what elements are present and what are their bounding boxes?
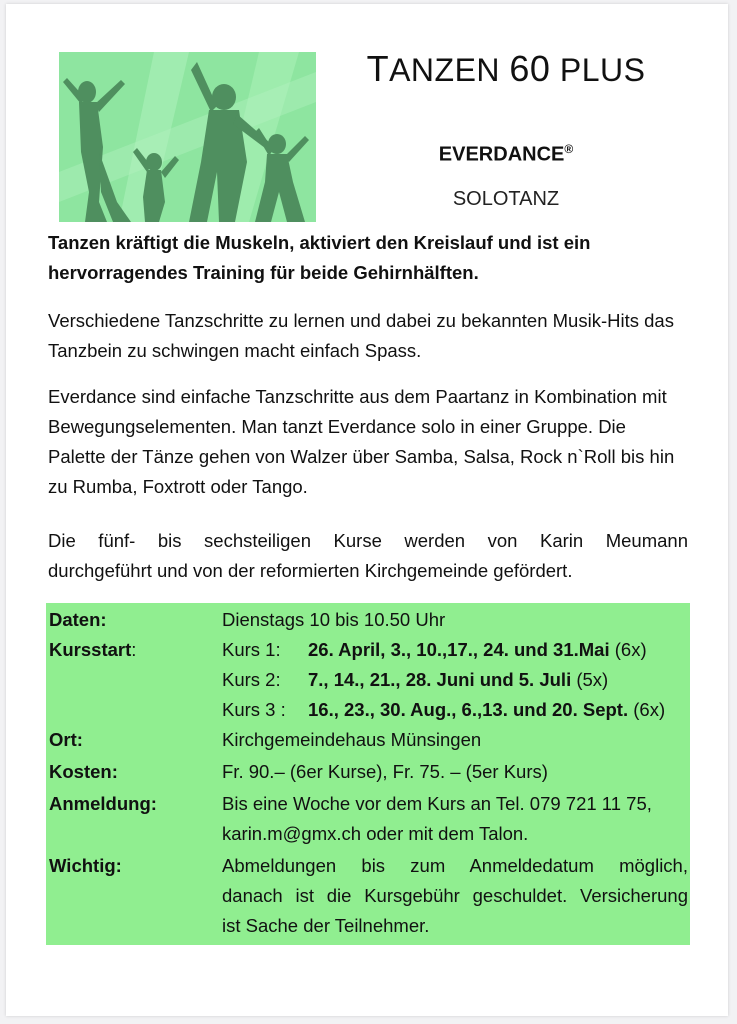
kurs-1 — [222, 635, 688, 665]
kursstart-label-text: Kursstart — [49, 639, 132, 660]
anmeldung-line-2: karin.m@gmx.ch oder mit dem Talon. — [222, 823, 529, 844]
intro-paragraph-3: Everdance sind einfache Tanzschritte aus dem Paartanz in Kombination mit Bewegungselementen. Man tanzt Everdance solo in einer Gruppe. Die Palette der Tänze gehen von Walzer über Samba, Salsa, Rock n`Roll bis hin zu Rumba, Foxtrott oder Tango. — [48, 386, 675, 497]
page-title — [366, 48, 646, 90]
wichtig-line-3: ist Sache der Teilnehmer. — [222, 915, 430, 936]
registered-mark: ® — [564, 142, 574, 156]
course-info-box — [46, 603, 690, 945]
kosten-value: Fr. 90.– (6er Kurse), Fr. 75. – (5er Kurs) — [222, 761, 548, 782]
intro-bold-paragraph: Tanzen kräftigt die Muskeln, aktiviert den Kreislauf und ist ein hervorragendes Training für beide Gehirnhälften. — [48, 232, 591, 283]
kurs-3-dates: 16., 23., 30. Aug., 6.,13. und 20. Sept. — [308, 699, 629, 720]
kurs-2-name: Kurs 2: — [222, 669, 281, 690]
kurs-1-count: (6x) — [614, 639, 647, 660]
kosten-label: Kosten: — [49, 761, 118, 782]
brand-text: EVERDANCE — [438, 143, 565, 166]
anmeldung-line-1: Bis eine Woche vor dem Kurs an Tel. 079 721 11 75, — [222, 793, 652, 814]
title-initial: T — [366, 48, 390, 89]
kurs-3 — [222, 695, 688, 725]
kurs-3-count: (6x) — [633, 699, 666, 720]
intro-paragraph-4 — [48, 526, 688, 586]
wichtig-label: Wichtig: — [49, 855, 122, 876]
kurs-2-dates: 7., 14., 21., 28. Juni und 5. Juli — [308, 669, 572, 690]
brand-name — [386, 142, 626, 167]
title-number: 60 — [509, 48, 551, 89]
kurs-1-dates: 26. April, 3., 10.,17., 24. und 31.Mai — [308, 639, 610, 660]
kursstart-label — [49, 635, 136, 665]
daten-value: Dienstags 10 bis 10.50 Uhr — [222, 609, 446, 630]
intro-paragraph-2: Verschiedene Tanzschritte zu lernen und dabei zu bekannten Musik-Hits das Tanzbein zu schwingen macht einfach Spass. — [48, 310, 674, 361]
wichtig-line-1: Abmeldungen bis zum Anmeldedatum möglich, — [222, 855, 688, 876]
dancing-silhouettes-icon — [59, 52, 316, 222]
kurs-1-name: Kurs 1: — [222, 639, 281, 660]
title-rest: ANZEN — [389, 52, 501, 88]
kurs-3-name: Kurs 3 : — [222, 699, 286, 720]
ort-label: Ort: — [49, 729, 83, 750]
title-plus: PLUS — [559, 52, 646, 88]
kurs-2 — [222, 665, 688, 695]
anmeldung-value — [222, 789, 688, 849]
ort-value: Kirchgemeindehaus Münsingen — [222, 729, 482, 750]
daten-label: Daten: — [49, 609, 107, 630]
intro-paragraph-4-line-2: durchgeführt und von der reformierten Kirchgemeinde gefördert. — [48, 560, 573, 581]
wichtig-value — [222, 851, 688, 941]
subtitle: SOLOTANZ — [452, 188, 560, 210]
anmeldung-label: Anmeldung: — [49, 793, 157, 814]
wichtig-line-2: danach ist die Kursgebühr geschuldet. Versicherung — [222, 885, 688, 906]
kursstart-colon: : — [131, 639, 137, 660]
intro-paragraph-4-line-1: Die fünf- bis sechsteiligen Kurse werden von Karin Meumann — [48, 530, 688, 551]
kurs-2-count: (5x) — [576, 669, 609, 690]
